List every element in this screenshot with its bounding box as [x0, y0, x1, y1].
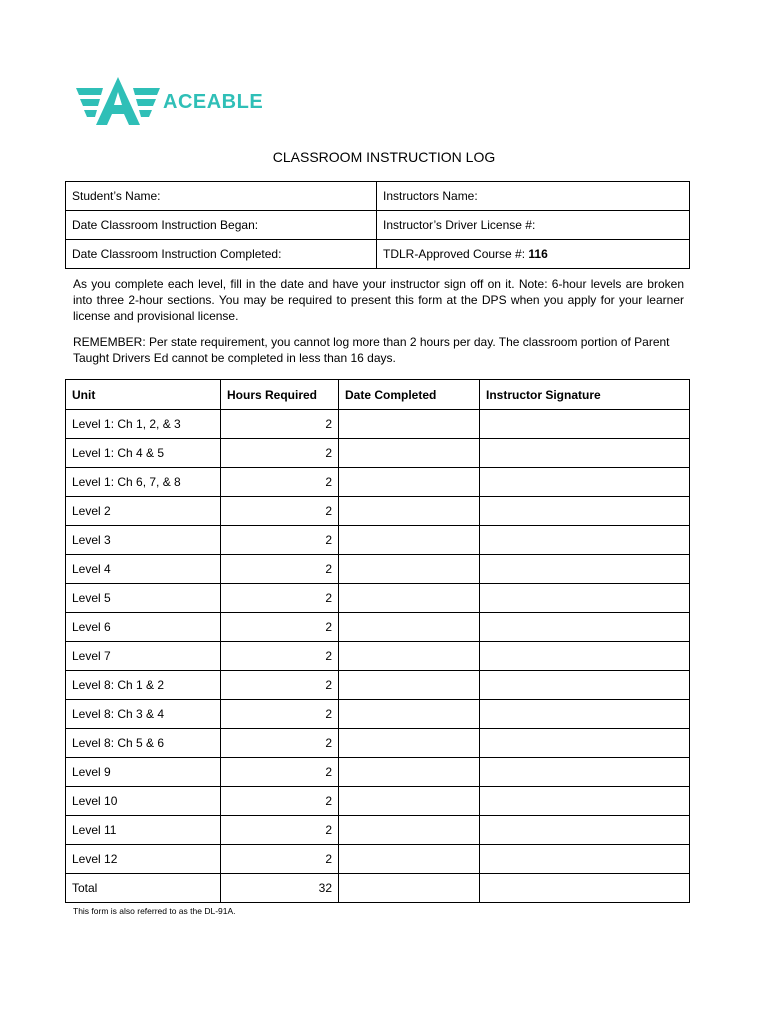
hours-cell: 2 [221, 468, 339, 497]
footnote: This form is also referred to as the DL-91A. [73, 906, 236, 916]
unit-cell: Level 2 [66, 497, 221, 526]
header-date-completed: Date Completed [339, 380, 480, 410]
unit-cell: Level 3 [66, 526, 221, 555]
table-row [66, 642, 690, 671]
hours-cell: 2 [221, 758, 339, 787]
course-number: 116 [528, 247, 548, 261]
date-cell [339, 613, 480, 642]
table-row [66, 845, 690, 874]
signature-cell [480, 555, 690, 584]
signature-cell [480, 584, 690, 613]
table-row [66, 671, 690, 700]
hours-cell: 2 [221, 439, 339, 468]
hours-cell: 2 [221, 671, 339, 700]
unit-cell: Level 4 [66, 555, 221, 584]
signature-cell [480, 845, 690, 874]
remember-paragraph: REMEMBER: Per state requirement, you cannot log more than 2 hours per day. The classroom portion of Parent Taught Drivers Ed cannot be completed in less than 16 days. [73, 335, 670, 365]
date-cell [339, 642, 480, 671]
total-row [66, 874, 690, 903]
table-row [66, 787, 690, 816]
signature-cell [480, 439, 690, 468]
hours-cell: 2 [221, 584, 339, 613]
hours-cell: 2 [221, 555, 339, 584]
date-cell [339, 555, 480, 584]
hours-cell: 2 [221, 787, 339, 816]
table-row [66, 758, 690, 787]
date-cell [339, 439, 480, 468]
table-row [66, 497, 690, 526]
unit-cell: Level 12 [66, 845, 221, 874]
date-cell [339, 729, 480, 758]
header-unit: Unit [66, 380, 221, 410]
unit-cell: Level 11 [66, 816, 221, 845]
unit-cell: Level 8: Ch 5 & 6 [66, 729, 221, 758]
date-cell [339, 700, 480, 729]
signature-cell [480, 671, 690, 700]
table-row [66, 584, 690, 613]
header-instructor-signature: Instructor Signature [480, 380, 690, 410]
signature-cell [480, 729, 690, 758]
hours-cell: 2 [221, 613, 339, 642]
signature-cell [480, 700, 690, 729]
instructors-name-field: Instructors Name: [377, 182, 690, 211]
signature-cell [480, 497, 690, 526]
date-cell [339, 526, 480, 555]
hours-cell: 2 [221, 845, 339, 874]
date-cell [339, 845, 480, 874]
unit-cell: Level 5 [66, 584, 221, 613]
unit-cell: Level 1: Ch 1, 2, & 3 [66, 410, 221, 439]
unit-cell: Level 10 [66, 787, 221, 816]
date-cell [339, 758, 480, 787]
hours-cell: 2 [221, 642, 339, 671]
unit-cell: Level 9 [66, 758, 221, 787]
signature-cell [480, 468, 690, 497]
aceable-logo [76, 77, 264, 129]
total-label: Total [66, 874, 221, 903]
license-number-field: Instructor’s Driver License #: [377, 211, 690, 240]
signature-cell [480, 787, 690, 816]
signature-cell [480, 874, 690, 903]
header-hours-required: Hours Required [221, 380, 339, 410]
date-cell [339, 787, 480, 816]
hours-cell: 2 [221, 700, 339, 729]
date-cell [339, 874, 480, 903]
signature-cell [480, 613, 690, 642]
aceable-logo-icon [76, 77, 160, 127]
table-row [66, 468, 690, 497]
table-row [66, 613, 690, 642]
date-completed-field: Date Classroom Instruction Completed: [66, 240, 377, 269]
unit-cell: Level 8: Ch 3 & 4 [66, 700, 221, 729]
signature-cell [480, 642, 690, 671]
table-row [66, 555, 690, 584]
table-row [66, 700, 690, 729]
page-title: CLASSROOM INSTRUCTION LOG [272, 149, 496, 165]
info-row [66, 182, 690, 211]
date-cell [339, 671, 480, 700]
table-row [66, 439, 690, 468]
table-row [66, 816, 690, 845]
signature-cell [480, 758, 690, 787]
hours-cell: 2 [221, 410, 339, 439]
unit-cell: Level 1: Ch 6, 7, & 8 [66, 468, 221, 497]
unit-cell: Level 7 [66, 642, 221, 671]
total-hours: 32 [221, 874, 339, 903]
date-cell [339, 410, 480, 439]
hours-cell: 2 [221, 816, 339, 845]
info-row [66, 211, 690, 240]
student-name-field: Student’s Name: [66, 182, 377, 211]
table-row [66, 526, 690, 555]
signature-cell [480, 526, 690, 555]
date-cell [339, 468, 480, 497]
brand-name: ACEABLE [163, 91, 264, 113]
student-info-table [65, 181, 690, 269]
signature-cell [480, 816, 690, 845]
date-began-field: Date Classroom Instruction Began: [66, 211, 377, 240]
unit-cell: Level 6 [66, 613, 221, 642]
course-label: TDLR-Approved Course #: [383, 247, 526, 261]
hours-cell: 2 [221, 729, 339, 758]
unit-cell: Level 8: Ch 1 & 2 [66, 671, 221, 700]
table-row [66, 410, 690, 439]
unit-cell: Level 1: Ch 4 & 5 [66, 439, 221, 468]
date-cell [339, 584, 480, 613]
course-number-field [377, 240, 690, 269]
table-row [66, 729, 690, 758]
date-cell [339, 816, 480, 845]
hours-cell: 2 [221, 526, 339, 555]
date-cell [339, 497, 480, 526]
signature-cell [480, 410, 690, 439]
table-header-row [66, 380, 690, 410]
instructions-paragraph: As you complete each level, fill in the date and have your instructor sign off on it. Note: 6-hour levels are broken into three 2-hour sections. You may be required to present this form at the DPS when you apply for your learner license and provisional license. [73, 277, 684, 323]
info-row [66, 240, 690, 269]
instruction-log-table [65, 379, 690, 903]
hours-cell: 2 [221, 497, 339, 526]
